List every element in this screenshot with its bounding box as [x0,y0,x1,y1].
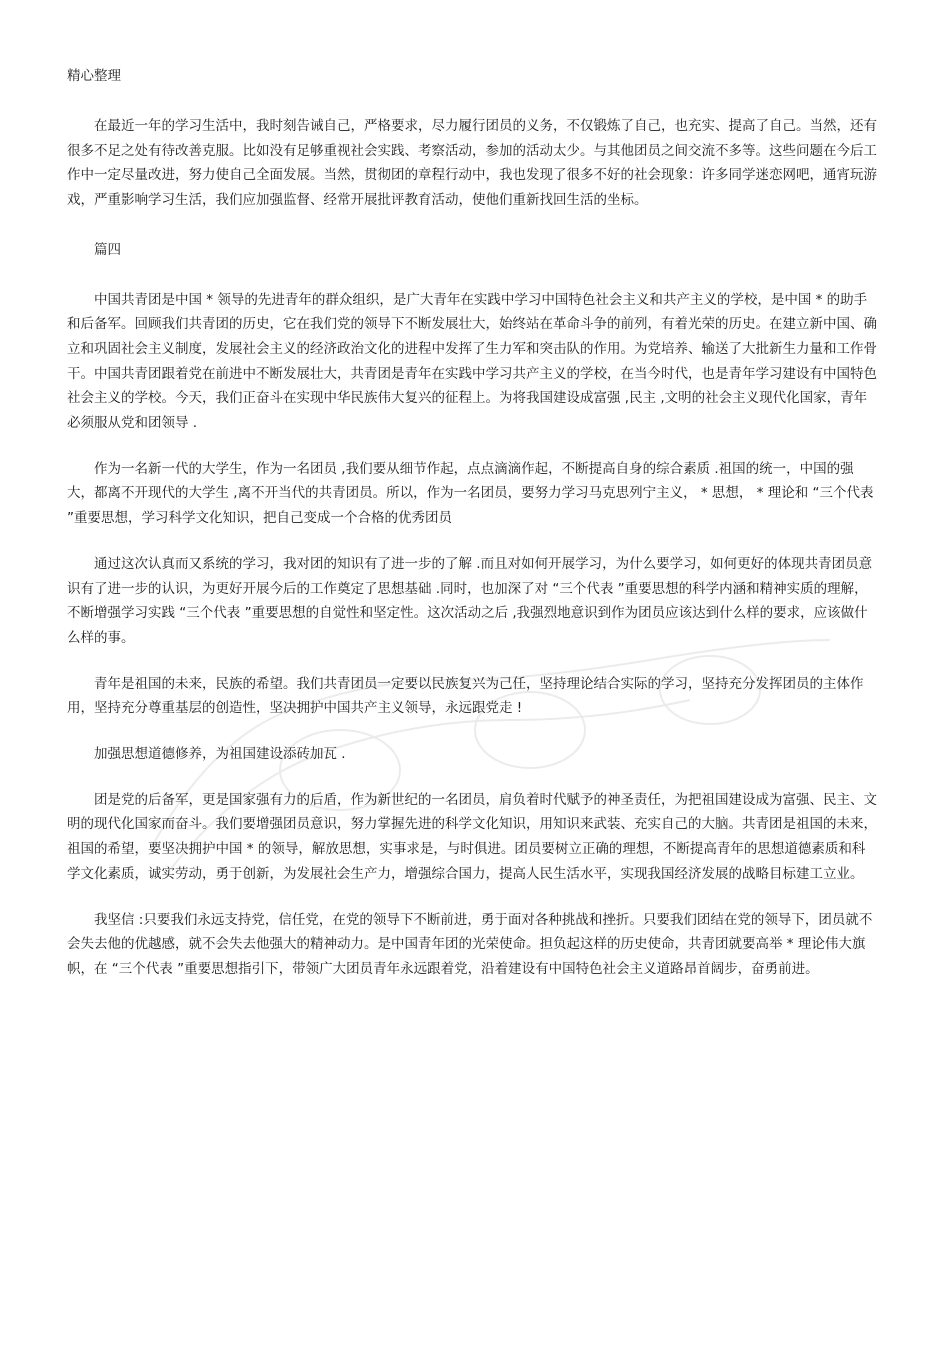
section-title: 篇四 [94,241,121,258]
paragraph-3: 作为一名新一代的大学生，作为一名团员 ,我们要从细节作起，点点滴滴作起，不断提高自身的综合素质 .祖国的统一，中国的强大，都离不开现代的大学生 ,离不开当代的共青团员。所以，作为一名团员，要努力学习马克思列宁主义， * 思想， * 理论和 “三个代表 ”重要思想，学习科学文化知识，把自己变成一个合格的优秀团员 [67,460,874,527]
paragraph-5: 青年是祖国的未来，民族的希望。我们共青团员一定要以民族复兴为己任，坚持理论结合实际的学习，坚持充分发挥团员的主体作用，坚持充分尊重基层的创造性，坚决拥护中国共产主义领导，永远跟党走 ! [67,675,864,717]
paragraph-4: 通过这次认真而又系统的学习，我对团的知识有了进一步的了解 .而且对如何开展学习，为什么要学习，如何更好的体现共青团员意识有了进一步的认识，为更好开展今后的工作奠定了思想基础 .同时，也加深了对 “三个代表 ”重要思想的科学内涵和精神实质的理解，不断增强学习实践 “三个代表 ”重要思想的自觉性和坚定性。这次活动之后 ,我强烈地意识到作为团员应该达到什么样的要求，应该做什么样的事。 [67,555,873,646]
paragraph-1: 在最近一年的学习生活中，我时刻告诫自己，严格要求，尽力履行团员的义务，不仅锻炼了自己，也充实、提高了自己。当然，还有很多不足之处有待改善克服。比如没有足够重视社会实践、考察活动，参加的活动太少。与其他团员之间交流不多等。这些问题在今后工作中一定尽量改进，努力使自己全面发展。当然，贯彻团的章程行动中，我也发现了很多不好的社会现象：许多同学迷恋网吧，通宵玩游戏，严重影响学习生活，我们应加强监督、经常开展批评教育活动，使他们重新找回生活的坐标。 [67,118,877,209]
document-page [67,66,877,982]
paragraph-2: 中国共青团是中国 * 领导的先进青年的群众组织，是广大青年在实践中学习中国特色社会主义和共产主义的学校，是中国 * 的助手和后备军。回顾我们共青团的历史，它在我们党的领导下不断发展壮大，始终站在革命斗争的前列，有着光荣的历史。在建立新中国、确立和巩固社会主义制度，发展社会主义的经济政治文化的进程中发挥了生力军和突击队的作用。为党培养、输送了大批新生力量和工作骨干。中国共青团跟着党在前进中不断发展壮大，共青团是青年在实践中学习共产主义的学校，在当今时代，也是青年学习建设有中国特色社会主义的学校。今天，我们正奋斗在实现中华民族伟大复兴的征程上。为将我国建设成富强 ,民主 ,文明的社会主义现代化国家，青年必须服从党和团领导 . [67,291,877,432]
paragraph-7: 团是党的后备军，更是国家强有力的后盾，作为新世纪的一名团员，肩负着时代赋予的神圣责任，为把祖国建设成为富强、民主、文明的现代化国家而奋斗。我们要增强团员意识，努力掌握先进的科学文化知识，用知识来武装、充实自己的大脑。共青团是祖国的未来，祖国的希望，要坚决拥护中国 * 的领导，解放思想，实事求是，与时俱进。团员要树立正确的理想，不断提高青年的思想道德素质和科学文化素质，诚实劳动，勇于创新，为发展社会生产力，增强综合国力，提高人民生活水平，实现我国经济发展的战略目标建工立业。 [67,791,877,882]
header-text: 精心整理 [67,68,121,84]
paragraph-6: 加强思想道德修养，为祖国建设添砖加瓦 . [94,746,346,763]
paragraph-8: 我坚信 :只要我们永远支持党，信任党，在党的领导下不断前进，勇于面对各种挑战和挫折。只要我们团结在党的领导下，团员就不会失去他的优越感，就不会失去他强大的精神动力。是中国青年团的光荣使命。担负起这样的历史使命，共青团就要高举 * 理论伟大旗帜，在 “三个代表 ”重要思想指引下，带领广大团员青年永远跟着党，沿着建设有中国特色社会主义道路昂首阔步，奋勇前进。 [67,911,873,977]
